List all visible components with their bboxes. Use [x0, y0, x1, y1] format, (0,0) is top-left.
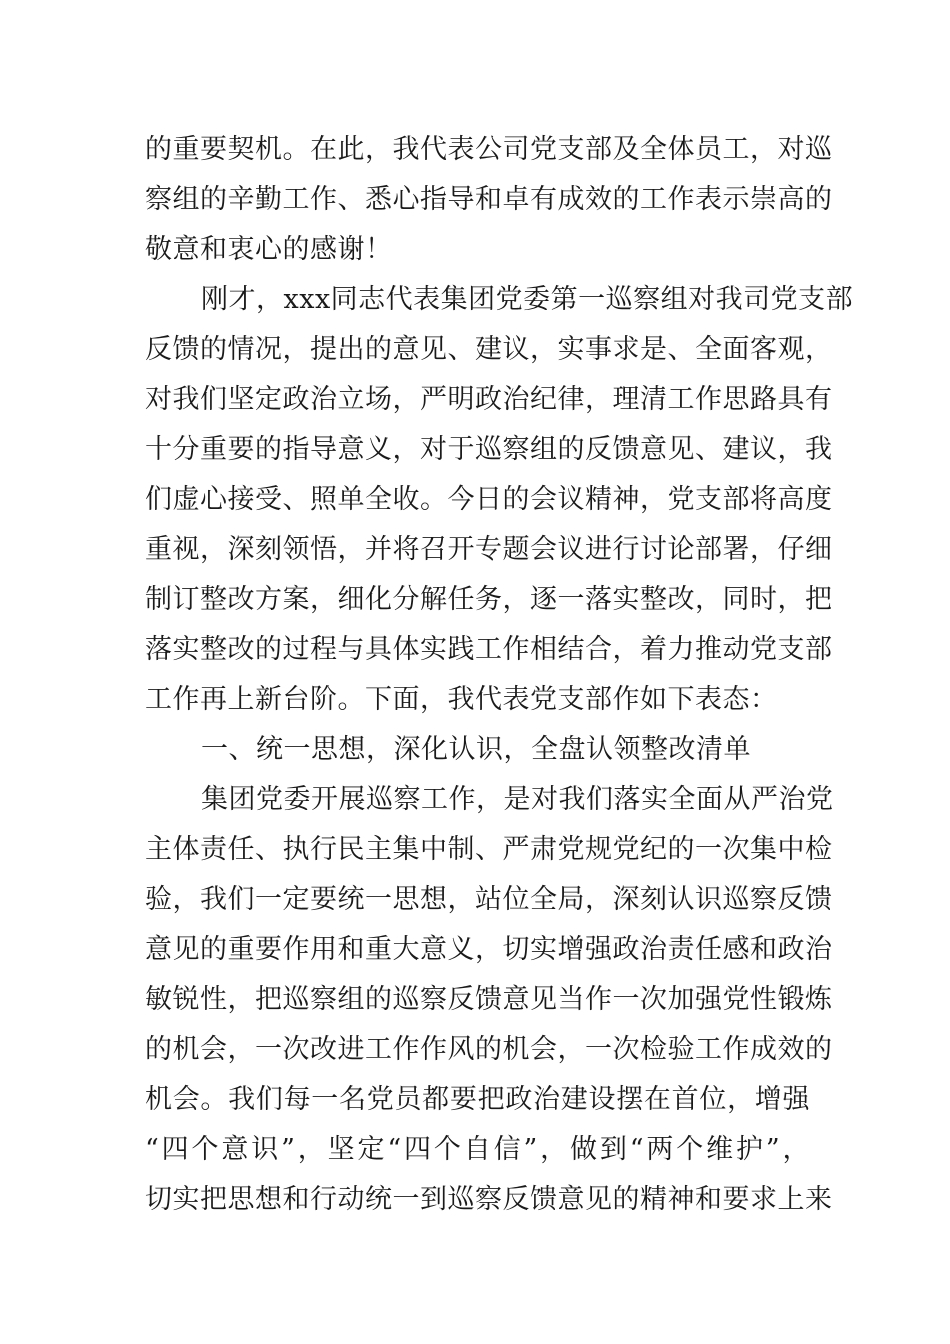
text-line: 敏锐性，把巡察组的巡察反馈意见当作一次加强党性锻炼: [145, 984, 833, 1015]
document-body: [145, 125, 854, 1225]
text-line: 验，我们一定要统一思想，站位全局，深刻认识巡察反馈: [145, 884, 833, 915]
text-line: 察组的辛勤工作、悉心指导和卓有成效的工作表示崇高的: [145, 184, 833, 215]
text-line: “四个意识”，坚定“四个自信”，做到“两个维护”，: [145, 1134, 810, 1165]
text-line: 重视，深刻领悟，并将召开专题会议进行讨论部署，仔细: [145, 534, 833, 565]
heading-line: 一、统一思想，深化认识，全盘认领整改清单: [201, 734, 751, 765]
text-line: 集团党委开展巡察工作，是对我们落实全面从严治党: [201, 784, 834, 815]
paragraph-feedback-response: [145, 275, 854, 725]
text-line: 工作再上新台阶。下面，我代表党支部作如下表态：: [145, 684, 778, 715]
text-line: 机会。我们每一名党员都要把政治建设摆在首位，增强: [145, 1084, 810, 1115]
text-line: 制订整改方案，细化分解任务，逐一落实整改，同时，把: [145, 584, 833, 615]
paragraph-continuation: [145, 125, 833, 275]
text-line: 意见的重要作用和重大意义，切实增强政治责任感和政治: [145, 934, 833, 965]
text-line: 刚才，xxx同志代表集团党委第一巡察组对我司党支部: [201, 284, 854, 315]
text-line: 敬意和衷心的感谢！: [145, 234, 393, 265]
text-line: 十分重要的指导意义，对于巡察组的反馈意见、建议，我: [145, 434, 833, 465]
paragraph-unify-thinking: [145, 775, 834, 1225]
text-line: 主体责任、执行民主集中制、严肃党规党纪的一次集中检: [145, 834, 833, 865]
text-line: 的机会，一次改进工作作风的机会，一次检验工作成效的: [145, 1034, 833, 1065]
text-line: 切实把思想和行动统一到巡察反馈意见的精神和要求上来: [145, 1184, 833, 1215]
text-line: 落实整改的过程与具体实践工作相结合，着力推动党支部: [145, 634, 833, 665]
text-line: 对我们坚定政治立场，严明政治纪律，理清工作思路具有: [145, 384, 833, 415]
text-line: 的重要契机。在此，我代表公司党支部及全体员工，对巡: [145, 134, 833, 165]
text-line: 们虚心接受、照单全收。今日的会议精神，党支部将高度: [145, 484, 833, 515]
text-line: 反馈的情况，提出的意见、建议，实事求是、全面客观，: [145, 334, 833, 365]
section-heading: [145, 725, 810, 775]
